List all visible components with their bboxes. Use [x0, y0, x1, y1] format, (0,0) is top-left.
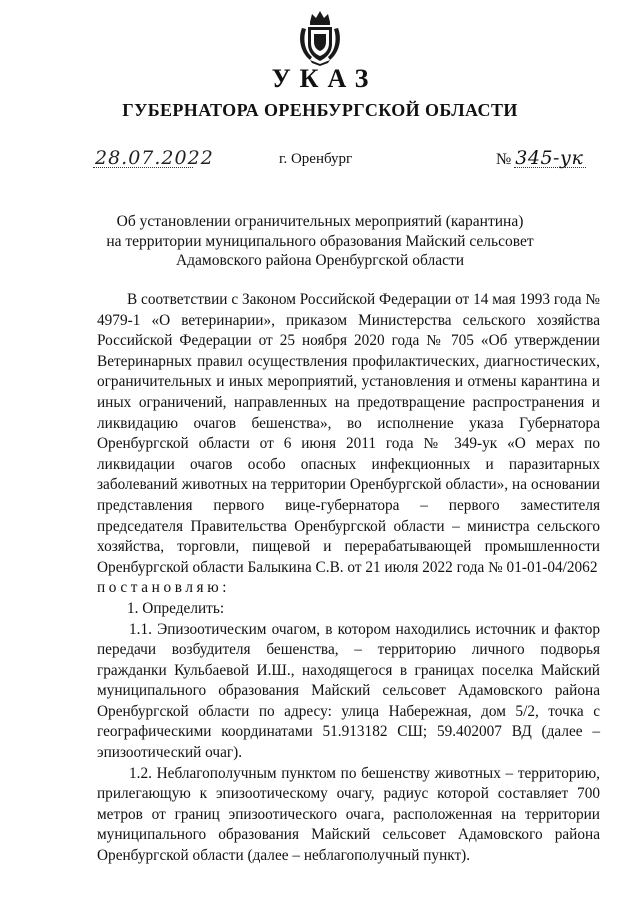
coat-of-arms-emblem [296, 8, 344, 66]
preamble-paragraph: В соответствии с Законом Российской Федерации от 14 мая 1993 года № 4979-1 «О ветеринарии», приказом Министерства сельского хозяйства Российской Федерации от 25 ноября 2020 года № 705 «Об утверждении Ветеринарных правил осуществления профилактических, диагностических, ограничительных и иных мероприятий, установления и отмены карантина и иных ограничений, направленных на предотвращение распространения и ликвидацию очагов бешенства», во исполнение указа Губернатора Оренбургской области от 6 июня 2011 года № 349-ук «О мерах по ликвидации очагов особо опасных инфекционных и паразитарных заболеваний животных на территории Оренбургской области», на основании представления первого вице-губернатора – первого заместителя председателя Правительства Оренбургской области – министра сельского хозяйства, торговли, пищевой и перерабатывающей промышленности Оренбургской области Балыкина С.В. от 21 июля 2022 года № 01-01-04/2062 [97, 291, 600, 576]
number-underline [514, 167, 586, 168]
signing-date: 28.07.2022 [95, 147, 214, 169]
item-1-1: 1.1. Эпизоотическим очагом, в котором находились источник и фактор передачи возбудителя бешенства, – территорию личного подворья гражданки Кульбаевой И.Ш., находящегося в границах поселка Майский муниципального образования Майский сельсовет Адамовского района Оренбургской области по адресу: улица Набережная, дом 5/2, точка с географическими координатами 51.913182 СШ; 59.402007 ВД (далее – эпизоотический очаг). [97, 620, 600, 762]
issuer-title: ГУБЕРНАТОРА ОРЕНБУРГСКОЙ ОБЛАСТИ [122, 100, 518, 120]
decree-word: постановляю: [97, 579, 231, 597]
title-line: Адамовского района Оренбургской области [175, 252, 465, 269]
item-1: 1. Определить: [127, 599, 225, 617]
number-prefix: № [496, 151, 512, 168]
date-underline [93, 167, 193, 168]
date-line [0, 145, 640, 175]
number-value: 345-ук [515, 147, 584, 169]
title-line: на территории муниципального образования Майский сельсовет [106, 232, 534, 250]
document-type: УКАЗ [271, 64, 378, 93]
decree-body [97, 290, 600, 867]
title-line: Об установлении ограничительных мероприятий (карантина) [116, 213, 524, 230]
item-1-2: 1.2. Неблагополучным пунктом по бешенству животных – территорию, прилегающую к эпизоотическому очагу, радиус которой составляет 700 метров от границ эпизоотического очага, расположенная на территории муниципального образования Майский сельсовет Адамовского района Оренбургской области (далее – неблагополучный пункт). [97, 764, 600, 865]
city-name: г. Оренбург [279, 151, 353, 167]
decree-title [80, 212, 560, 271]
decree-number [496, 147, 583, 169]
